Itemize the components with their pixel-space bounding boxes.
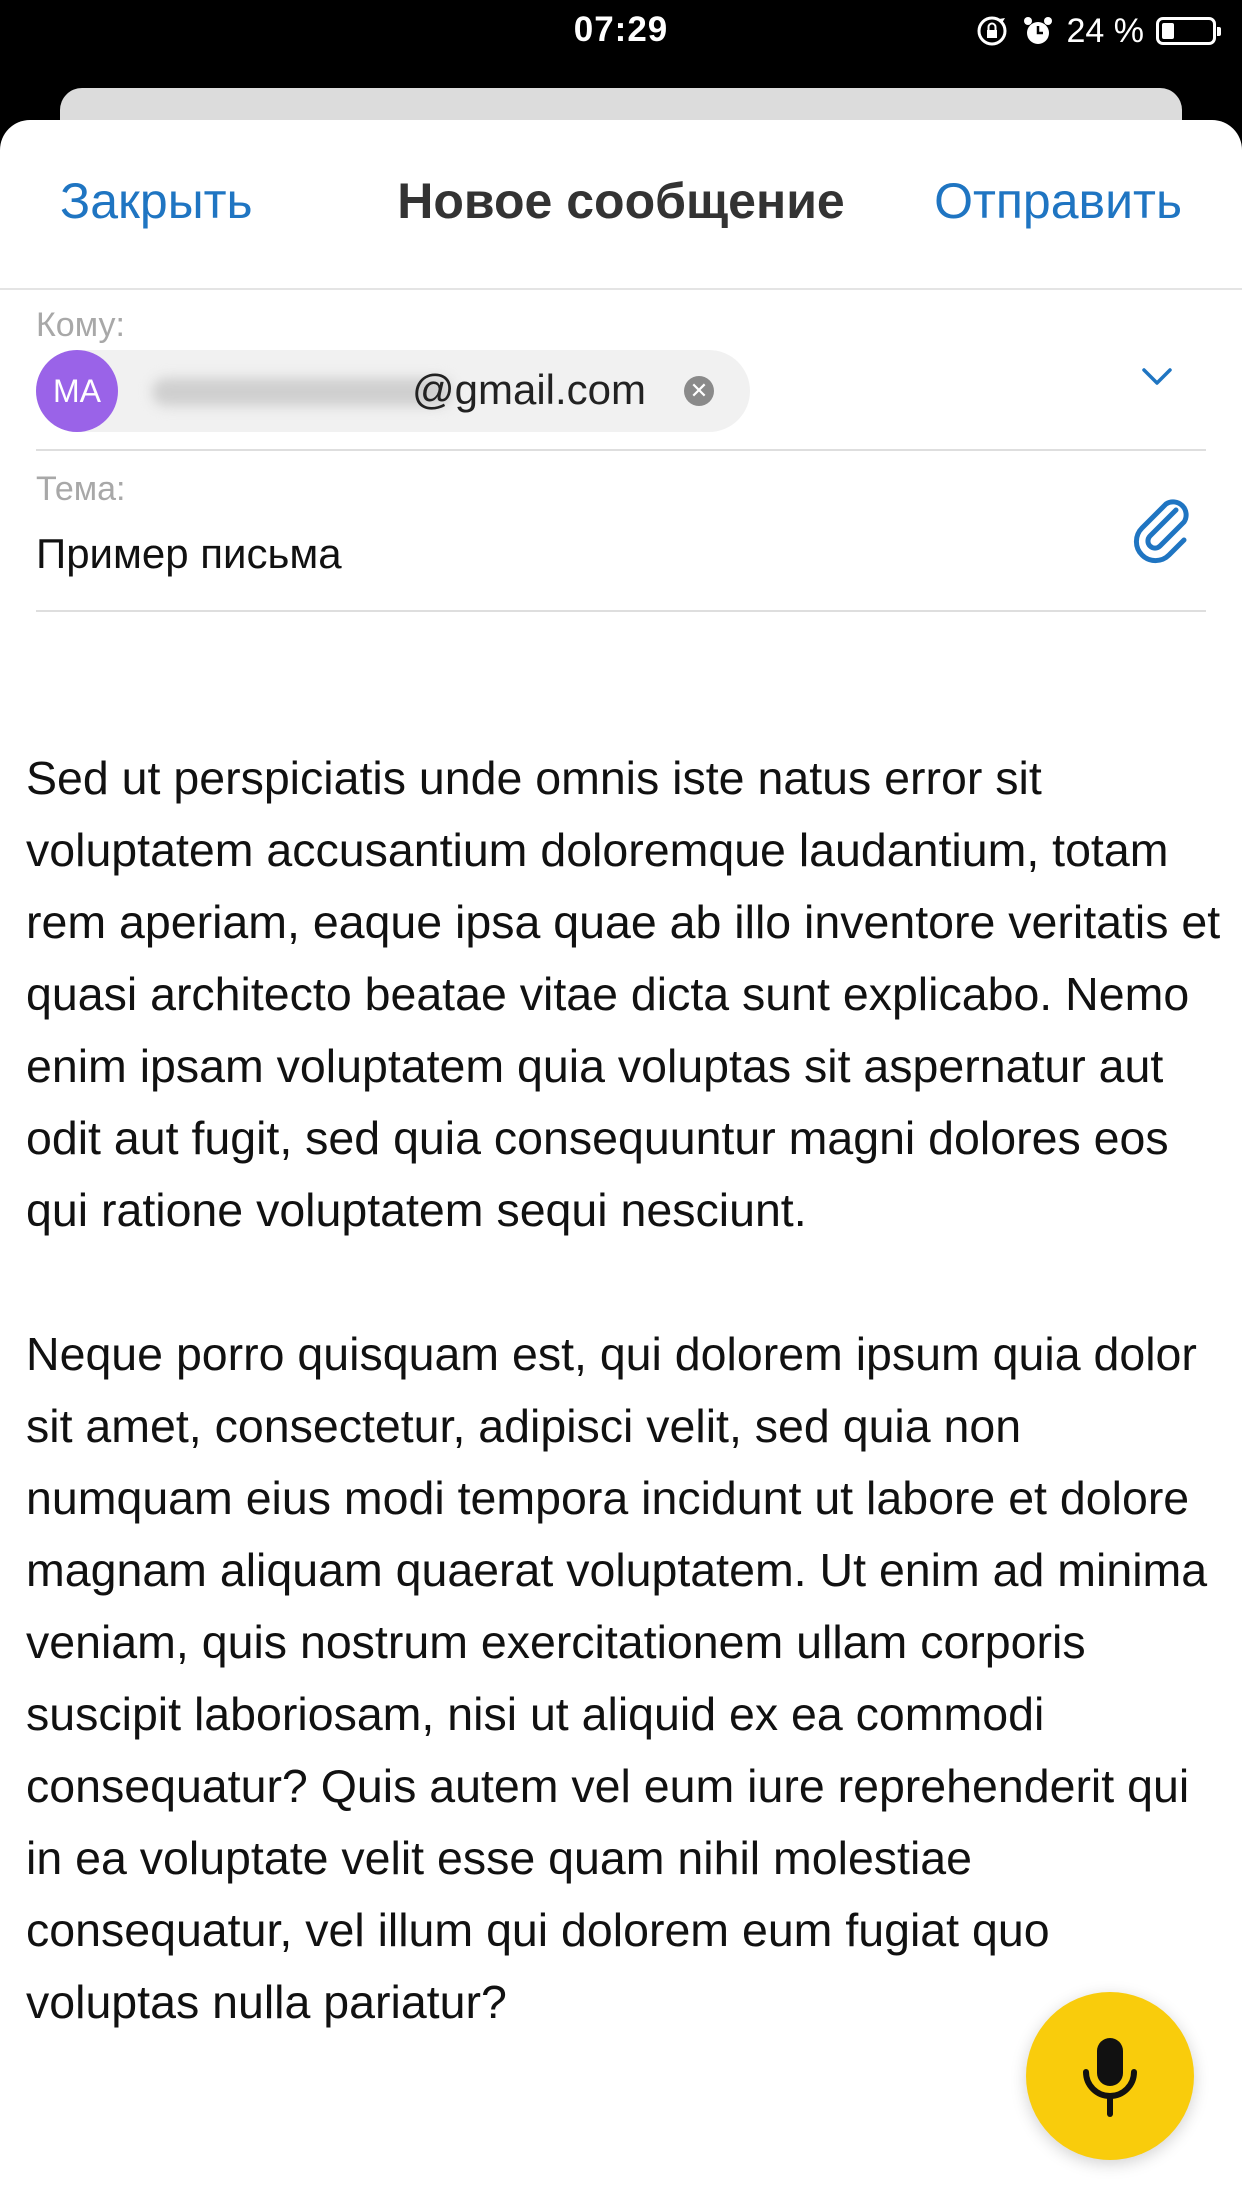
avatar: MA <box>36 350 118 432</box>
subject-label: Тема: <box>36 470 126 508</box>
close-button[interactable]: Закрыть <box>60 173 253 229</box>
status-time: 07:29 <box>573 10 669 49</box>
message-body[interactable] <box>26 742 1226 2038</box>
status-icons <box>975 10 1217 52</box>
battery-percent: 24 % <box>1066 11 1144 50</box>
paperclip-icon[interactable] <box>1122 490 1198 566</box>
divider <box>36 610 1206 612</box>
recipient-chip[interactable] <box>36 350 750 432</box>
page-title: Новое сообщение <box>397 173 845 229</box>
battery-icon <box>1156 17 1216 45</box>
chevron-down-icon[interactable] <box>1132 352 1182 402</box>
send-button[interactable]: Отправить <box>934 173 1182 229</box>
recipient-email: @gmail.com <box>412 366 647 413</box>
battery-level <box>1162 23 1174 39</box>
subject-input[interactable]: Пример письма <box>36 530 342 577</box>
compose-sheet <box>0 120 1242 2208</box>
compose-header <box>0 120 1242 290</box>
alarm-icon <box>1021 14 1055 48</box>
microphone-icon <box>1070 2032 1150 2122</box>
status-bar <box>0 0 1242 62</box>
redacted-email-name <box>152 378 452 406</box>
body-paragraph: Neque porro quisquam est, qui dolorem ipsum quia dolor sit amet, consectetur, adipisci velit, sed quia non numquam eius modi tempora incidunt ut labore et dolore magnam aliquam quaerat voluptatem. Ut enim ad minima veniam, quis nostrum exercitationem ullam corporis suscipit laboriosam, nisi ut aliquid ex ea commodi consequatur? Quis autem vel eum iure reprehenderit qui in ea voluptate velit esse quam nihil molestiae consequatur, vel illum qui dolorem eum fugiat quo voluptas nulla pariatur? <box>26 1328 1208 2028</box>
rotation-lock-icon <box>975 14 1009 48</box>
to-label: Кому: <box>36 306 125 344</box>
remove-recipient-icon[interactable]: ✕ <box>684 376 714 406</box>
body-paragraph: Sed ut perspiciatis unde omnis iste natus error sit voluptatem accusantium doloremque laudantium, totam rem aperiam, eaque ipsa quae ab illo inventore veritatis et quasi architecto beatae vitae dicta sunt explicabo. Nemo enim ipsam voluptatem quia voluptas sit aspernatur aut odit aut fugit, sed quia consequuntur magni dolores eos qui ratione voluptatem sequi nesciunt. <box>26 752 1221 1236</box>
microphone-button[interactable] <box>1026 1992 1194 2160</box>
divider <box>36 449 1206 451</box>
